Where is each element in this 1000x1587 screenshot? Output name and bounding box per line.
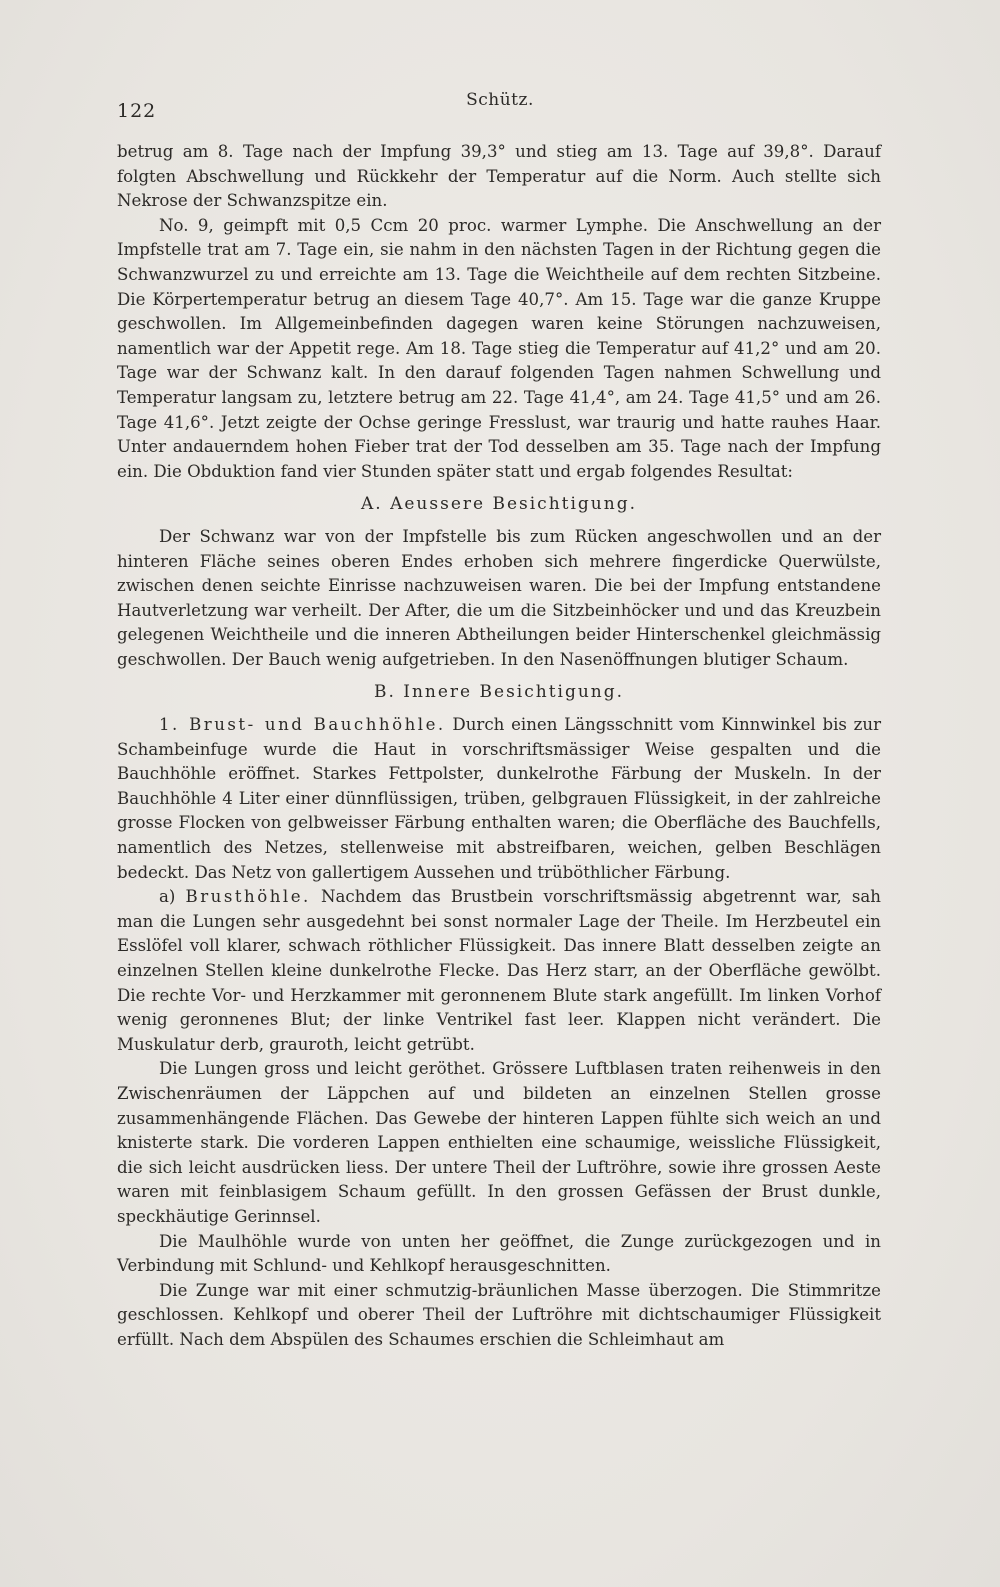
text-brusthoehle: Nachdem das Brustbein vorschriftsmässig abgetrennt war, sah man die Lungen sehr ausgedehnt bei sonst normaler Lage der Theile. Im Herzbeutel ein Esslöfel voll klarer, schwach röthlicher Flüssigkeit. Das innere Blatt desselben zeigte an einzelnen Stellen kleine dunkelrothe Flecke. Das Herz starr, an der Oberfläche gewölbt. Die rechte Vor- und Herzkammer mit geronnenem Blute stark angefüllt. Im linken Vorhof wenig geronnenes Blut; der linke Ventrikel fast leer. Klappen nicht verändert. Die Muskulatur derb, grauroth, leicht getrübt. <box>117 887 881 1054</box>
page-number: 122 <box>117 100 157 122</box>
paragraph-brust-bauchhoehle <box>117 713 881 885</box>
paragraph-case-9: No. 9, geimpft mit 0,5 Ccm 20 proc. warmer Lymphe. Die Anschwellung an der Impfstelle trat am 7. Tage ein, sie nahm in den nächsten Tagen in der Richtung gegen die Schwanzwurzel zu und erreichte am 13. Tage die Weichtheile auf dem rechten Sitzbeine. Die Körpertemperatur betrug an diesem Tage 40,7°. Am 15. Tage war die ganze Kruppe geschwollen. Im Allgemeinbefinden dagegen waren keine Störungen nachzuweisen, namentlich war der Appetit rege. Am 18. Tage stieg die Temperatur auf 41,2° und am 20. Tage war der Schwanz kalt. In den darauf folgenden Tagen nahmen Schwellung und Temperatur langsam zu, letztere betrug am 22. Tage 41,4°, am 24. Tage 41,5° und am 26. Tage 41,6°. Jetzt zeigte der Ochse geringe Fresslust, war traurig und hatte rauhes Haar. Unter andauerndem hohen Fieber trat der Tod desselben am 35. Tage nach der Impfung ein. Die Obduktion fand vier Stunden später statt und ergab folgendes Resultat: <box>117 215 881 481</box>
subheading-brusthoehle: Brusthöhle. <box>185 887 311 907</box>
paragraph-brusthoehle <box>117 885 881 1057</box>
page-body <box>117 140 881 1353</box>
paragraph-lungen: Die Lungen gross und leicht geröthet. Grössere Luftblasen traten reihenweis in den Zwischenräumen der Läppchen auf und bildeten an einzelnen Stellen grosse zusammenhängende Flächen. Das Gewebe der hinteren Lappen fühlte sich weich an und knisterte stark. Die vorderen Lappen enthielten eine schaumige, weissliche Flüssigkeit, die sich leicht ausdrücken liess. Der untere Theil der Luftröhre, sowie ihre grossen Aeste waren mit feinblasigem Schaum gefüllt. In den grossen Gefässen der Brust dunkle, speckhäutige Gerinnsel. <box>117 1059 881 1226</box>
enum-a: a) <box>159 887 176 907</box>
paragraph-maulhoehle: Die Maulhöhle wurde von unten her geöffnet, die Zunge zurückgezogen und in Verbindung mit Schlund- und Kehlkopf herausgeschnitten. <box>117 1231 881 1276</box>
heading-innere-besichtigung: B. Innere Besichtigung. <box>373 682 625 703</box>
page-header <box>117 90 883 120</box>
text-brust-bauchhoehle: Durch einen Längsschnitt vom Kinnwinkel bis zur Schambeinfuge wurde die Haut in vorschriftsmässiger Weise gespalten und die Bauchhöhle eröffnet. Starkes Fettpolster, dunkelrothe Färbung der Muskeln. In der Bauchhöhle 4 Liter einer dünnflüssigen, trüben, gelbgrauen Flüssigkeit, in der zahlreiche grosse Flocken von gelbweisser Färbung enthalten waren; die Oberfläche des Bauchfells, namentlich des Netzes, stellenweise mit abstreifbaren, weichen, gelben Beschlägen bedeckt. Das Netz von gallertigem Aussehen und trüböthlicher Färbung. <box>117 715 881 882</box>
paragraph-zunge: Die Zunge war mit einer schmutzig-bräunlichen Masse überzogen. Die Stimmritze geschlossen. Kehlkopf und oberer Theil der Luftröhre mit dichtschaumiger Flüssigkeit erfüllt. Nach dem Abspülen des Schaumes erschien die Schleimhaut am <box>117 1280 881 1349</box>
subheading-brust-bauchhoehle: 1. Brust- und Bauchhöhle. <box>159 715 446 735</box>
paragraph-continuation: betrug am 8. Tage nach der Impfung 39,3° und stieg am 13. Tage auf 39,8°. Darauf folgten Abschwellung und Rückkehr der Temperatur auf die Norm. Auch stellte sich Nekrose der Schwanzspitze ein. <box>117 142 881 211</box>
paragraph-aeussere: Der Schwanz war von der Impfstelle bis zum Rücken angeschwollen und an der hinteren Fläche seines oberen Endes erhoben sich mehrere fingerdicke Querwülste, zwischen denen seichte Einrisse nachzuweisen waren. Die bei der Impfung entstandene Hautverletzung war verheilt. Der After, die um die Sitzbeinhöcker und und das Kreuzbein gelegenen Weichtheile und die inneren Abtheilungen beider Hinterschenkel gleichmässig geschwollen. Der Bauch wenig aufgetrieben. In den Nasenöffnungen blutiger Schaum. <box>117 526 881 669</box>
running-head: Schütz. <box>466 90 534 110</box>
heading-aeussere-besichtigung: A. Aeussere Besichtigung. <box>361 494 637 515</box>
